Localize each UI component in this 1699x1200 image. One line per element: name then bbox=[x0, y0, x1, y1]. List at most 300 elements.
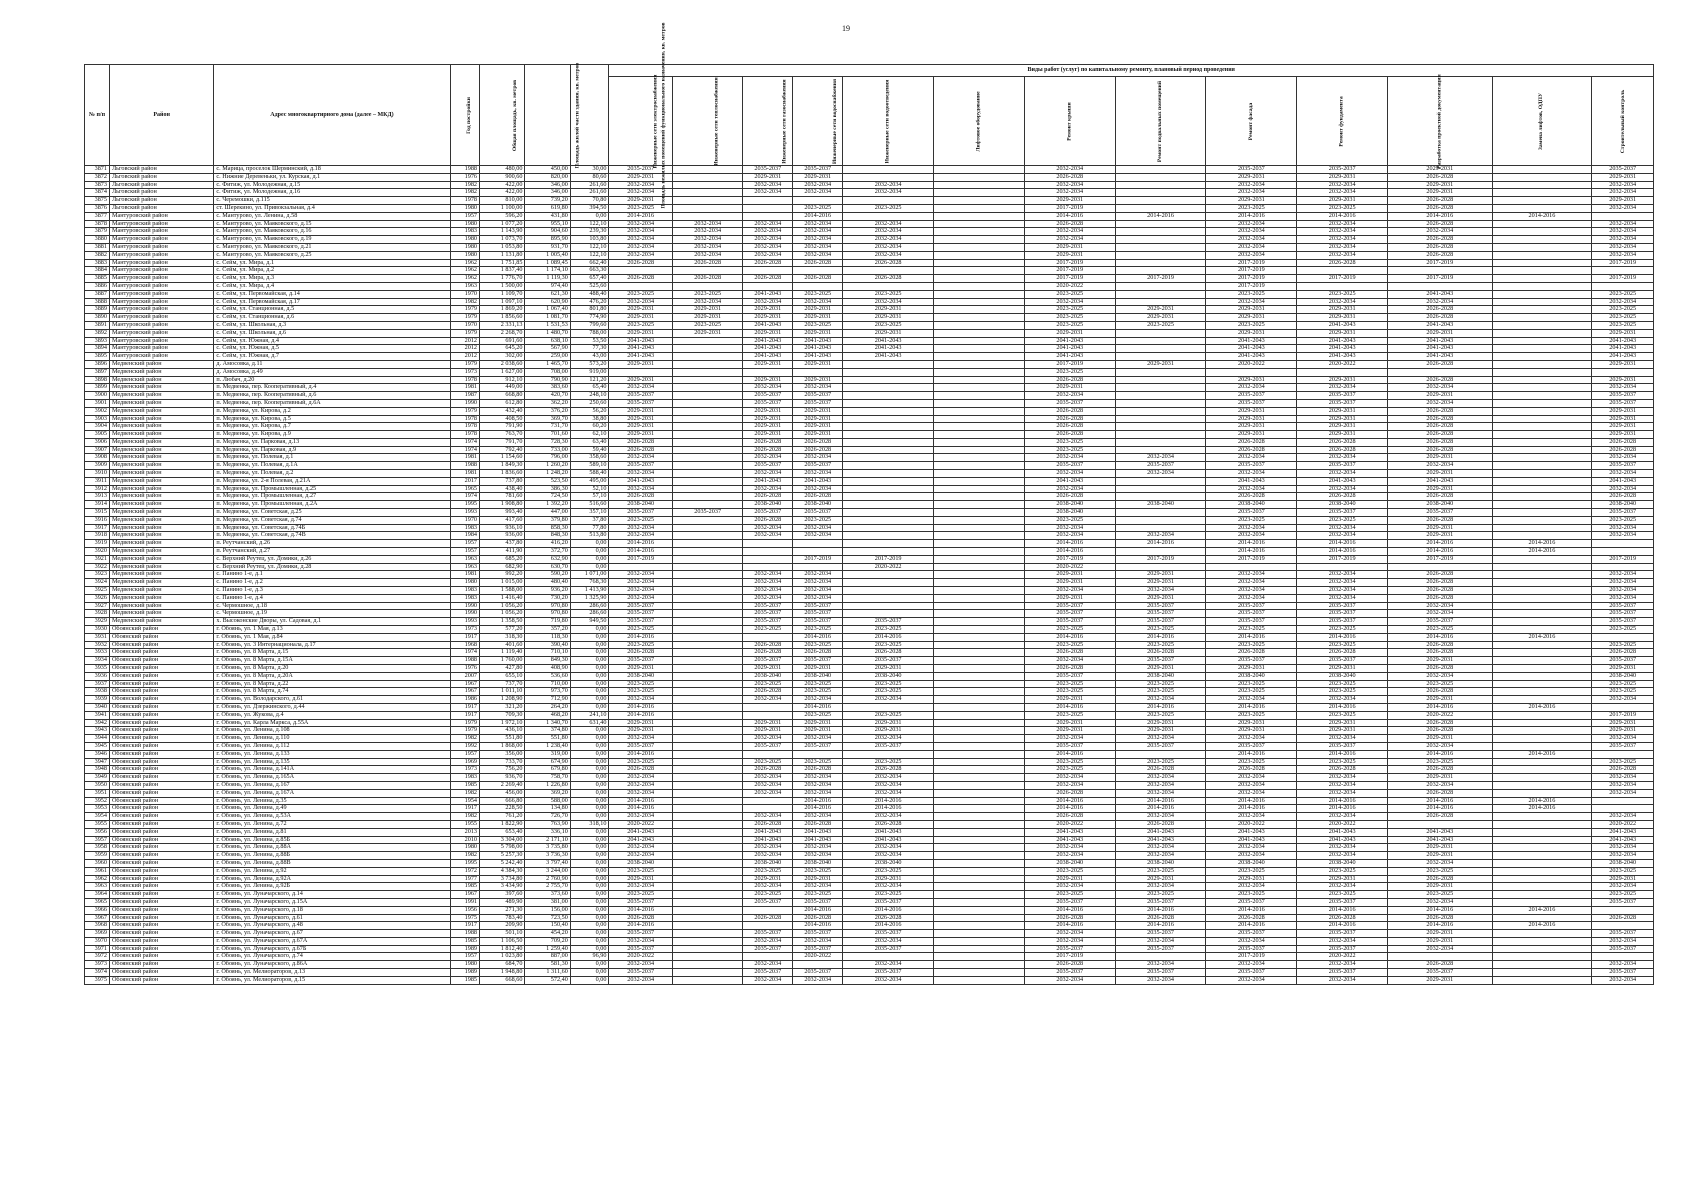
table-cell: 2035-2037 bbox=[1206, 610, 1297, 618]
table-cell: 2032-2034 bbox=[743, 813, 793, 821]
table-cell: Мантуровский район bbox=[109, 220, 213, 228]
table-cell: 2029-2031 bbox=[843, 719, 934, 727]
table-cell: 2035-2037 bbox=[1388, 509, 1492, 517]
table-cell bbox=[609, 368, 673, 376]
table-cell: 3909 bbox=[85, 462, 110, 470]
table-cell: 2029-2031 bbox=[1297, 423, 1388, 431]
table-cell: 2026-2028 bbox=[1115, 766, 1206, 774]
table-cell: 476,20 bbox=[570, 298, 609, 306]
table-cell bbox=[1492, 883, 1592, 891]
table-row bbox=[85, 298, 1654, 306]
table-cell bbox=[934, 579, 1025, 587]
table-cell: 2026-2028 bbox=[609, 493, 673, 501]
table-cell: с. Панино 1-е, д.4 bbox=[214, 594, 450, 602]
table-cell: 2032-2034 bbox=[1592, 587, 1654, 595]
table-cell: 645,20 bbox=[480, 345, 525, 353]
table-cell: 3 797,40 bbox=[525, 859, 570, 867]
table-cell: 37,80 bbox=[570, 516, 609, 524]
table-cell: 1979 bbox=[450, 314, 480, 322]
table-cell: 3922 bbox=[85, 563, 110, 571]
table-cell: Медвенский район bbox=[109, 602, 213, 610]
table-cell: 369,70 bbox=[525, 415, 570, 423]
table-cell bbox=[672, 641, 742, 649]
table-cell: 551,80 bbox=[480, 735, 525, 743]
table-row bbox=[85, 657, 1654, 665]
table-cell: Обоянский район bbox=[109, 906, 213, 914]
table-cell: 488,40 bbox=[570, 290, 609, 298]
table-cell bbox=[1492, 813, 1592, 821]
table-cell: Медвенский район bbox=[109, 376, 213, 384]
table-cell: 3885 bbox=[85, 275, 110, 283]
header-work-10: Разработка проектной документации bbox=[1388, 77, 1492, 166]
table-cell bbox=[934, 298, 1025, 306]
table-cell: 2035-2037 bbox=[793, 969, 843, 977]
table-cell: 3943 bbox=[85, 727, 110, 735]
table-cell: 1982 bbox=[450, 298, 480, 306]
table-cell: 2041-2043 bbox=[1115, 836, 1206, 844]
table-cell: 2041-2043 bbox=[743, 477, 793, 485]
table-cell: 437,80 bbox=[480, 540, 525, 548]
table-cell: 2032-2034 bbox=[1388, 384, 1492, 392]
table-row bbox=[85, 220, 1654, 228]
table-cell: 2026-2028 bbox=[843, 766, 934, 774]
table-cell: 2026-2028 bbox=[743, 766, 793, 774]
table-cell: Обоянский район bbox=[109, 813, 213, 821]
table-cell: 2029-2031 bbox=[1297, 197, 1388, 205]
table-cell bbox=[1492, 735, 1592, 743]
table-cell: 2041-2043 bbox=[1024, 353, 1115, 361]
table-cell bbox=[1115, 251, 1206, 259]
table-row bbox=[85, 360, 1654, 368]
table-cell: 3871 bbox=[85, 166, 110, 174]
table-cell: 2017-2019 bbox=[1388, 555, 1492, 563]
table-cell: 2029-2031 bbox=[1206, 727, 1297, 735]
table-cell: 2032-2034 bbox=[743, 852, 793, 860]
table-cell bbox=[934, 633, 1025, 641]
table-cell: 1 174,10 bbox=[525, 267, 570, 275]
table-cell: 2041-2043 bbox=[1206, 345, 1297, 353]
table-cell: 2032-2034 bbox=[1024, 844, 1115, 852]
table-cell: 2023-2025 bbox=[1388, 626, 1492, 634]
table-cell bbox=[743, 797, 793, 805]
table-cell: 121,20 bbox=[570, 376, 609, 384]
table-cell bbox=[1492, 891, 1592, 899]
table-cell: 319,00 bbox=[525, 750, 570, 758]
table-cell: 2026-2028 bbox=[1115, 649, 1206, 657]
table-cell: 259,00 bbox=[525, 353, 570, 361]
table-cell: 2038-2040 bbox=[1388, 501, 1492, 509]
table-cell: 2014-2016 bbox=[1024, 703, 1115, 711]
table-cell: 3939 bbox=[85, 696, 110, 704]
table-cell bbox=[1115, 399, 1206, 407]
table-cell: 1 849,30 bbox=[480, 462, 525, 470]
table-cell: 2032-2034 bbox=[1115, 789, 1206, 797]
table-cell: 1 465,70 bbox=[525, 360, 570, 368]
table-cell: 356,00 bbox=[480, 750, 525, 758]
table-row bbox=[85, 922, 1654, 930]
table-cell: 2014-2016 bbox=[1492, 906, 1592, 914]
table-cell: 2032-2034 bbox=[843, 181, 934, 189]
table-cell: 2032-2034 bbox=[1297, 384, 1388, 392]
table-cell: 2026-2028 bbox=[1024, 220, 1115, 228]
table-cell: 2023-2025 bbox=[1388, 891, 1492, 899]
table-cell: 2032-2034 bbox=[1297, 524, 1388, 532]
table-cell: 3931 bbox=[85, 633, 110, 641]
table-cell: п. Медвенка, ул. Полевая, д.2 bbox=[214, 470, 450, 478]
table-cell: 3914 bbox=[85, 501, 110, 509]
table-cell: 2023-2025 bbox=[843, 641, 934, 649]
table-cell: 2032-2034 bbox=[1206, 735, 1297, 743]
table-cell bbox=[934, 337, 1025, 345]
table-cell: 2029-2031 bbox=[1388, 937, 1492, 945]
table-cell bbox=[672, 446, 742, 454]
table-cell: 2026-2028 bbox=[1388, 251, 1492, 259]
table-cell: 2041-2043 bbox=[1388, 290, 1492, 298]
table-cell: 2032-2034 bbox=[743, 587, 793, 595]
table-cell: 1 071,00 bbox=[570, 571, 609, 579]
table-cell bbox=[843, 602, 934, 610]
table-cell bbox=[1115, 516, 1206, 524]
table-cell bbox=[1492, 875, 1592, 883]
table-cell bbox=[672, 813, 742, 821]
table-cell: 2032-2034 bbox=[1115, 844, 1206, 852]
table-cell: 2017-2019 bbox=[1024, 555, 1115, 563]
table-cell: 2014-2016 bbox=[1297, 540, 1388, 548]
table-cell: 1 143,90 bbox=[480, 228, 525, 236]
table-cell: Медвенский район bbox=[109, 501, 213, 509]
table-cell: 0,00 bbox=[570, 563, 609, 571]
table-cell: 3875 bbox=[85, 197, 110, 205]
table-cell: 2041-2043 bbox=[743, 828, 793, 836]
table-cell bbox=[1115, 282, 1206, 290]
table-cell: 588,00 bbox=[525, 797, 570, 805]
table-cell: 2026-2028 bbox=[843, 259, 934, 267]
table-cell: с. Сейм, ул. Южная, д.4 bbox=[214, 337, 450, 345]
table-cell: 612,80 bbox=[480, 399, 525, 407]
table-cell: 2023-2025 bbox=[1024, 321, 1115, 329]
table-cell: 3936 bbox=[85, 672, 110, 680]
table-cell: 2032-2034 bbox=[793, 937, 843, 945]
table-cell: 63,40 bbox=[570, 438, 609, 446]
table-cell: 895,90 bbox=[525, 236, 570, 244]
table-row bbox=[85, 485, 1654, 493]
table-cell: 970,80 bbox=[525, 610, 570, 618]
table-cell: 286,60 bbox=[570, 602, 609, 610]
table-cell: 2026-2028 bbox=[843, 649, 934, 657]
table-cell: 3960 bbox=[85, 859, 110, 867]
table-cell: Медвенский район bbox=[109, 563, 213, 571]
table-cell: 2032-2034 bbox=[1024, 937, 1115, 945]
table-cell bbox=[672, 438, 742, 446]
table-cell: 2029-2031 bbox=[609, 431, 673, 439]
table-cell: 724,50 bbox=[525, 493, 570, 501]
table-cell: 2038-2040 bbox=[1024, 501, 1115, 509]
table-cell: Льговский район bbox=[109, 166, 213, 174]
table-row bbox=[85, 633, 1654, 641]
table-cell: 1985 bbox=[450, 781, 480, 789]
table-cell: 2041-2043 bbox=[1024, 477, 1115, 485]
table-cell: 2029-2031 bbox=[609, 423, 673, 431]
table-cell: г. Обоянь, ул. Ленина, д.108 bbox=[214, 727, 450, 735]
table-cell: 2020-2022 bbox=[1297, 820, 1388, 828]
table-cell: 408,50 bbox=[480, 415, 525, 423]
table-cell: 2017-2019 bbox=[1024, 953, 1115, 961]
table-cell: 1985 bbox=[450, 883, 480, 891]
table-cell: 2032-2034 bbox=[1297, 976, 1388, 984]
table-cell: 3969 bbox=[85, 930, 110, 938]
table-cell: 792,40 bbox=[480, 446, 525, 454]
table-cell: 2023-2025 bbox=[1297, 758, 1388, 766]
table-cell bbox=[1492, 392, 1592, 400]
table-cell: 2041-2043 bbox=[1297, 337, 1388, 345]
table-cell: 2032-2034 bbox=[1024, 470, 1115, 478]
table-cell: 59,40 bbox=[570, 446, 609, 454]
table-cell: 2035-2037 bbox=[793, 166, 843, 174]
table-cell: Льговский район bbox=[109, 173, 213, 181]
table-cell: 2032-2034 bbox=[843, 961, 934, 969]
table-cell bbox=[934, 711, 1025, 719]
table-cell: 1 248,20 bbox=[525, 470, 570, 478]
table-cell: 2032-2034 bbox=[1206, 937, 1297, 945]
table-cell: 2014-2016 bbox=[1115, 212, 1206, 220]
table-cell: 737,80 bbox=[480, 477, 525, 485]
table-row bbox=[85, 594, 1654, 602]
table-cell: 2032-2034 bbox=[1297, 454, 1388, 462]
table-row bbox=[85, 742, 1654, 750]
table-cell: 2020-2022 bbox=[1024, 820, 1115, 828]
table-cell bbox=[672, 969, 742, 977]
table-cell: 1917 bbox=[450, 703, 480, 711]
table-cell: 2023-2025 bbox=[1388, 867, 1492, 875]
table-cell bbox=[672, 859, 742, 867]
table-cell: 685,20 bbox=[480, 555, 525, 563]
table-cell: 763,70 bbox=[480, 431, 525, 439]
table-cell: 2032-2034 bbox=[1592, 781, 1654, 789]
table-cell: 2026-2028 bbox=[609, 259, 673, 267]
table-cell: 3913 bbox=[85, 493, 110, 501]
table-cell: 2035-2037 bbox=[1024, 462, 1115, 470]
table-cell bbox=[934, 735, 1025, 743]
table-cell: 2035-2037 bbox=[843, 898, 934, 906]
table-cell: 3 734,80 bbox=[480, 875, 525, 883]
table-cell: 2029-2031 bbox=[1206, 173, 1297, 181]
table-cell: 2032-2034 bbox=[609, 735, 673, 743]
table-cell: 2032-2034 bbox=[743, 937, 793, 945]
table-cell: 2032-2034 bbox=[1592, 251, 1654, 259]
table-cell: 2032-2034 bbox=[1024, 657, 1115, 665]
table-cell: Обоянский район bbox=[109, 953, 213, 961]
table-cell: г. Обоянь, ул. 8 Марта, д.22 bbox=[214, 680, 450, 688]
table-cell bbox=[934, 446, 1025, 454]
table-cell bbox=[843, 173, 934, 181]
table-cell: 2032-2034 bbox=[1206, 961, 1297, 969]
table-cell: 1 760,00 bbox=[480, 657, 525, 665]
table-cell: 1981 bbox=[450, 571, 480, 579]
table-cell bbox=[1492, 228, 1592, 236]
table-cell: 2014-2016 bbox=[1115, 922, 1206, 930]
table-cell bbox=[934, 228, 1025, 236]
table-cell bbox=[672, 742, 742, 750]
table-cell bbox=[934, 555, 1025, 563]
table-cell: 2032-2034 bbox=[743, 236, 793, 244]
table-cell: 2023-2025 bbox=[1206, 626, 1297, 634]
table-cell: 2041-2043 bbox=[1297, 345, 1388, 353]
table-cell: 2013 bbox=[450, 828, 480, 836]
table-cell: 2032-2034 bbox=[1206, 243, 1297, 251]
table-cell: 0,00 bbox=[570, 836, 609, 844]
table-cell: 936,70 bbox=[480, 774, 525, 782]
table-cell: 1962 bbox=[450, 267, 480, 275]
table-cell: 57,10 bbox=[570, 493, 609, 501]
table-cell: 2023-2025 bbox=[793, 680, 843, 688]
table-cell: 2029-2031 bbox=[793, 306, 843, 314]
table-cell: г. Обоянь, ул. 1 Мая, д.13 bbox=[214, 626, 450, 634]
table-cell: 480,40 bbox=[525, 579, 570, 587]
table-cell: 2032-2034 bbox=[793, 298, 843, 306]
table-cell bbox=[743, 204, 793, 212]
table-cell bbox=[672, 189, 742, 197]
table-cell: 2032-2034 bbox=[1024, 454, 1115, 462]
table-cell: Мантуровский район bbox=[109, 243, 213, 251]
table-cell bbox=[1492, 415, 1592, 423]
table-cell: 2029-2031 bbox=[1206, 314, 1297, 322]
table-cell: Мантуровский район bbox=[109, 298, 213, 306]
table-cell: 2023-2025 bbox=[743, 680, 793, 688]
table-cell: 1 077,20 bbox=[480, 220, 525, 228]
table-cell: 2032-2034 bbox=[793, 594, 843, 602]
table-cell: 2035-2037 bbox=[609, 399, 673, 407]
table-cell: с. Нижние Деревеньки, ул. Курская, д.1 bbox=[214, 173, 450, 181]
table-cell: 2032-2034 bbox=[1388, 672, 1492, 680]
table-cell: 2029-2031 bbox=[672, 329, 742, 337]
table-cell: 2026-2028 bbox=[1024, 914, 1115, 922]
table-cell: 2038-2040 bbox=[843, 672, 934, 680]
table-cell: г. Обоянь, ул. Ленина, д.92А bbox=[214, 875, 450, 883]
table-cell: 2035-2037 bbox=[1297, 462, 1388, 470]
table-cell: 730,20 bbox=[525, 594, 570, 602]
table-cell: 2029-2031 bbox=[1206, 423, 1297, 431]
table-cell bbox=[1115, 259, 1206, 267]
table-cell: 1 837,40 bbox=[480, 267, 525, 275]
table-cell: 2020-2022 bbox=[1297, 360, 1388, 368]
table-row bbox=[85, 696, 1654, 704]
table-cell: Медвенский район bbox=[109, 540, 213, 548]
table-cell: 2035-2037 bbox=[1206, 602, 1297, 610]
table-cell bbox=[672, 696, 742, 704]
table-cell: 3923 bbox=[85, 571, 110, 579]
table-cell: 1 131,80 bbox=[480, 251, 525, 259]
table-cell bbox=[672, 781, 742, 789]
table-cell: 2035-2037 bbox=[1115, 898, 1206, 906]
table-cell: п. Медвенка, ул. Советская, д.25 bbox=[214, 509, 450, 517]
table-cell: 2026-2028 bbox=[1388, 516, 1492, 524]
table-cell: 1 868,00 bbox=[480, 742, 525, 750]
table-row bbox=[85, 711, 1654, 719]
table-cell: 2014-2016 bbox=[1115, 633, 1206, 641]
table-cell bbox=[1115, 477, 1206, 485]
table-row bbox=[85, 501, 1654, 509]
table-cell: 774,90 bbox=[570, 314, 609, 322]
table-cell bbox=[934, 953, 1025, 961]
table-row bbox=[85, 641, 1654, 649]
table-cell bbox=[1115, 337, 1206, 345]
table-cell: 2032-2034 bbox=[1388, 898, 1492, 906]
table-cell: 2041-2043 bbox=[1206, 337, 1297, 345]
table-cell bbox=[1492, 321, 1592, 329]
table-cell: 2023-2025 bbox=[843, 867, 934, 875]
table-cell: 1983 bbox=[450, 594, 480, 602]
table-cell bbox=[672, 750, 742, 758]
table-cell: 2032-2034 bbox=[843, 774, 934, 782]
table-cell: 2026-2028 bbox=[1115, 820, 1206, 828]
table-cell: 2017-2019 bbox=[1024, 259, 1115, 267]
table-cell: 2035-2037 bbox=[1206, 618, 1297, 626]
table-cell: 3965 bbox=[85, 898, 110, 906]
table-cell: 30,00 bbox=[570, 166, 609, 174]
table-cell: 1988 bbox=[450, 166, 480, 174]
table-cell: 2035-2037 bbox=[609, 945, 673, 953]
table-cell: 2017-2019 bbox=[609, 555, 673, 563]
table-cell: 2029-2031 bbox=[1388, 532, 1492, 540]
table-cell: 3938 bbox=[85, 688, 110, 696]
table-cell: 118,30 bbox=[525, 633, 570, 641]
table-cell: 2026-2028 bbox=[1024, 431, 1115, 439]
table-cell: 2032-2034 bbox=[1592, 298, 1654, 306]
table-cell: 1 119,40 bbox=[480, 649, 525, 657]
table-cell: 2032-2034 bbox=[1024, 298, 1115, 306]
table-cell: 2014-2016 bbox=[609, 805, 673, 813]
table-row bbox=[85, 345, 1654, 353]
table-cell: 2035-2037 bbox=[743, 657, 793, 665]
table-cell: 2026-2028 bbox=[1592, 446, 1654, 454]
table-cell: 2 171,10 bbox=[525, 836, 570, 844]
table-cell: 2032-2034 bbox=[1297, 594, 1388, 602]
table-cell: с. Сейм, ул. Мира, д.4 bbox=[214, 282, 450, 290]
table-row bbox=[85, 407, 1654, 415]
table-cell: 1965 bbox=[450, 485, 480, 493]
table-cell: 2035-2037 bbox=[1115, 462, 1206, 470]
table-cell: 1 588,00 bbox=[480, 587, 525, 595]
table-cell bbox=[1492, 579, 1592, 587]
table-cell: 3942 bbox=[85, 719, 110, 727]
table-cell: 2041-2043 bbox=[1297, 321, 1388, 329]
table-cell: 2035-2037 bbox=[609, 969, 673, 977]
header-work-11: Замена лифтов, ОДПУ bbox=[1492, 77, 1592, 166]
table-cell: 2032-2034 bbox=[743, 485, 793, 493]
table-cell: 2032-2034 bbox=[1297, 735, 1388, 743]
table-cell: Медвенский район bbox=[109, 493, 213, 501]
table-cell: 2032-2034 bbox=[843, 937, 934, 945]
table-cell: 1 053,80 bbox=[480, 243, 525, 251]
table-cell: 2023-2025 bbox=[609, 290, 673, 298]
table-cell: 2035-2037 bbox=[1024, 898, 1115, 906]
table-cell: 1 325,90 bbox=[570, 594, 609, 602]
table-cell: Обоянский район bbox=[109, 969, 213, 977]
table-cell: 0,00 bbox=[570, 727, 609, 735]
table-cell: 2014-2016 bbox=[1388, 805, 1492, 813]
table-cell: Медвенский район bbox=[109, 571, 213, 579]
table-cell: Обоянский район bbox=[109, 742, 213, 750]
table-cell bbox=[934, 477, 1025, 485]
table-cell: 3935 bbox=[85, 665, 110, 673]
table-cell: 2026-2028 bbox=[1206, 914, 1297, 922]
table-cell bbox=[793, 368, 843, 376]
table-cell: г. Обоянь, ул. Луначарского, д.48 bbox=[214, 922, 450, 930]
table-cell: 2029-2031 bbox=[1206, 306, 1297, 314]
table-cell bbox=[934, 750, 1025, 758]
table-cell bbox=[1115, 228, 1206, 236]
table-cell: 973,70 bbox=[525, 688, 570, 696]
